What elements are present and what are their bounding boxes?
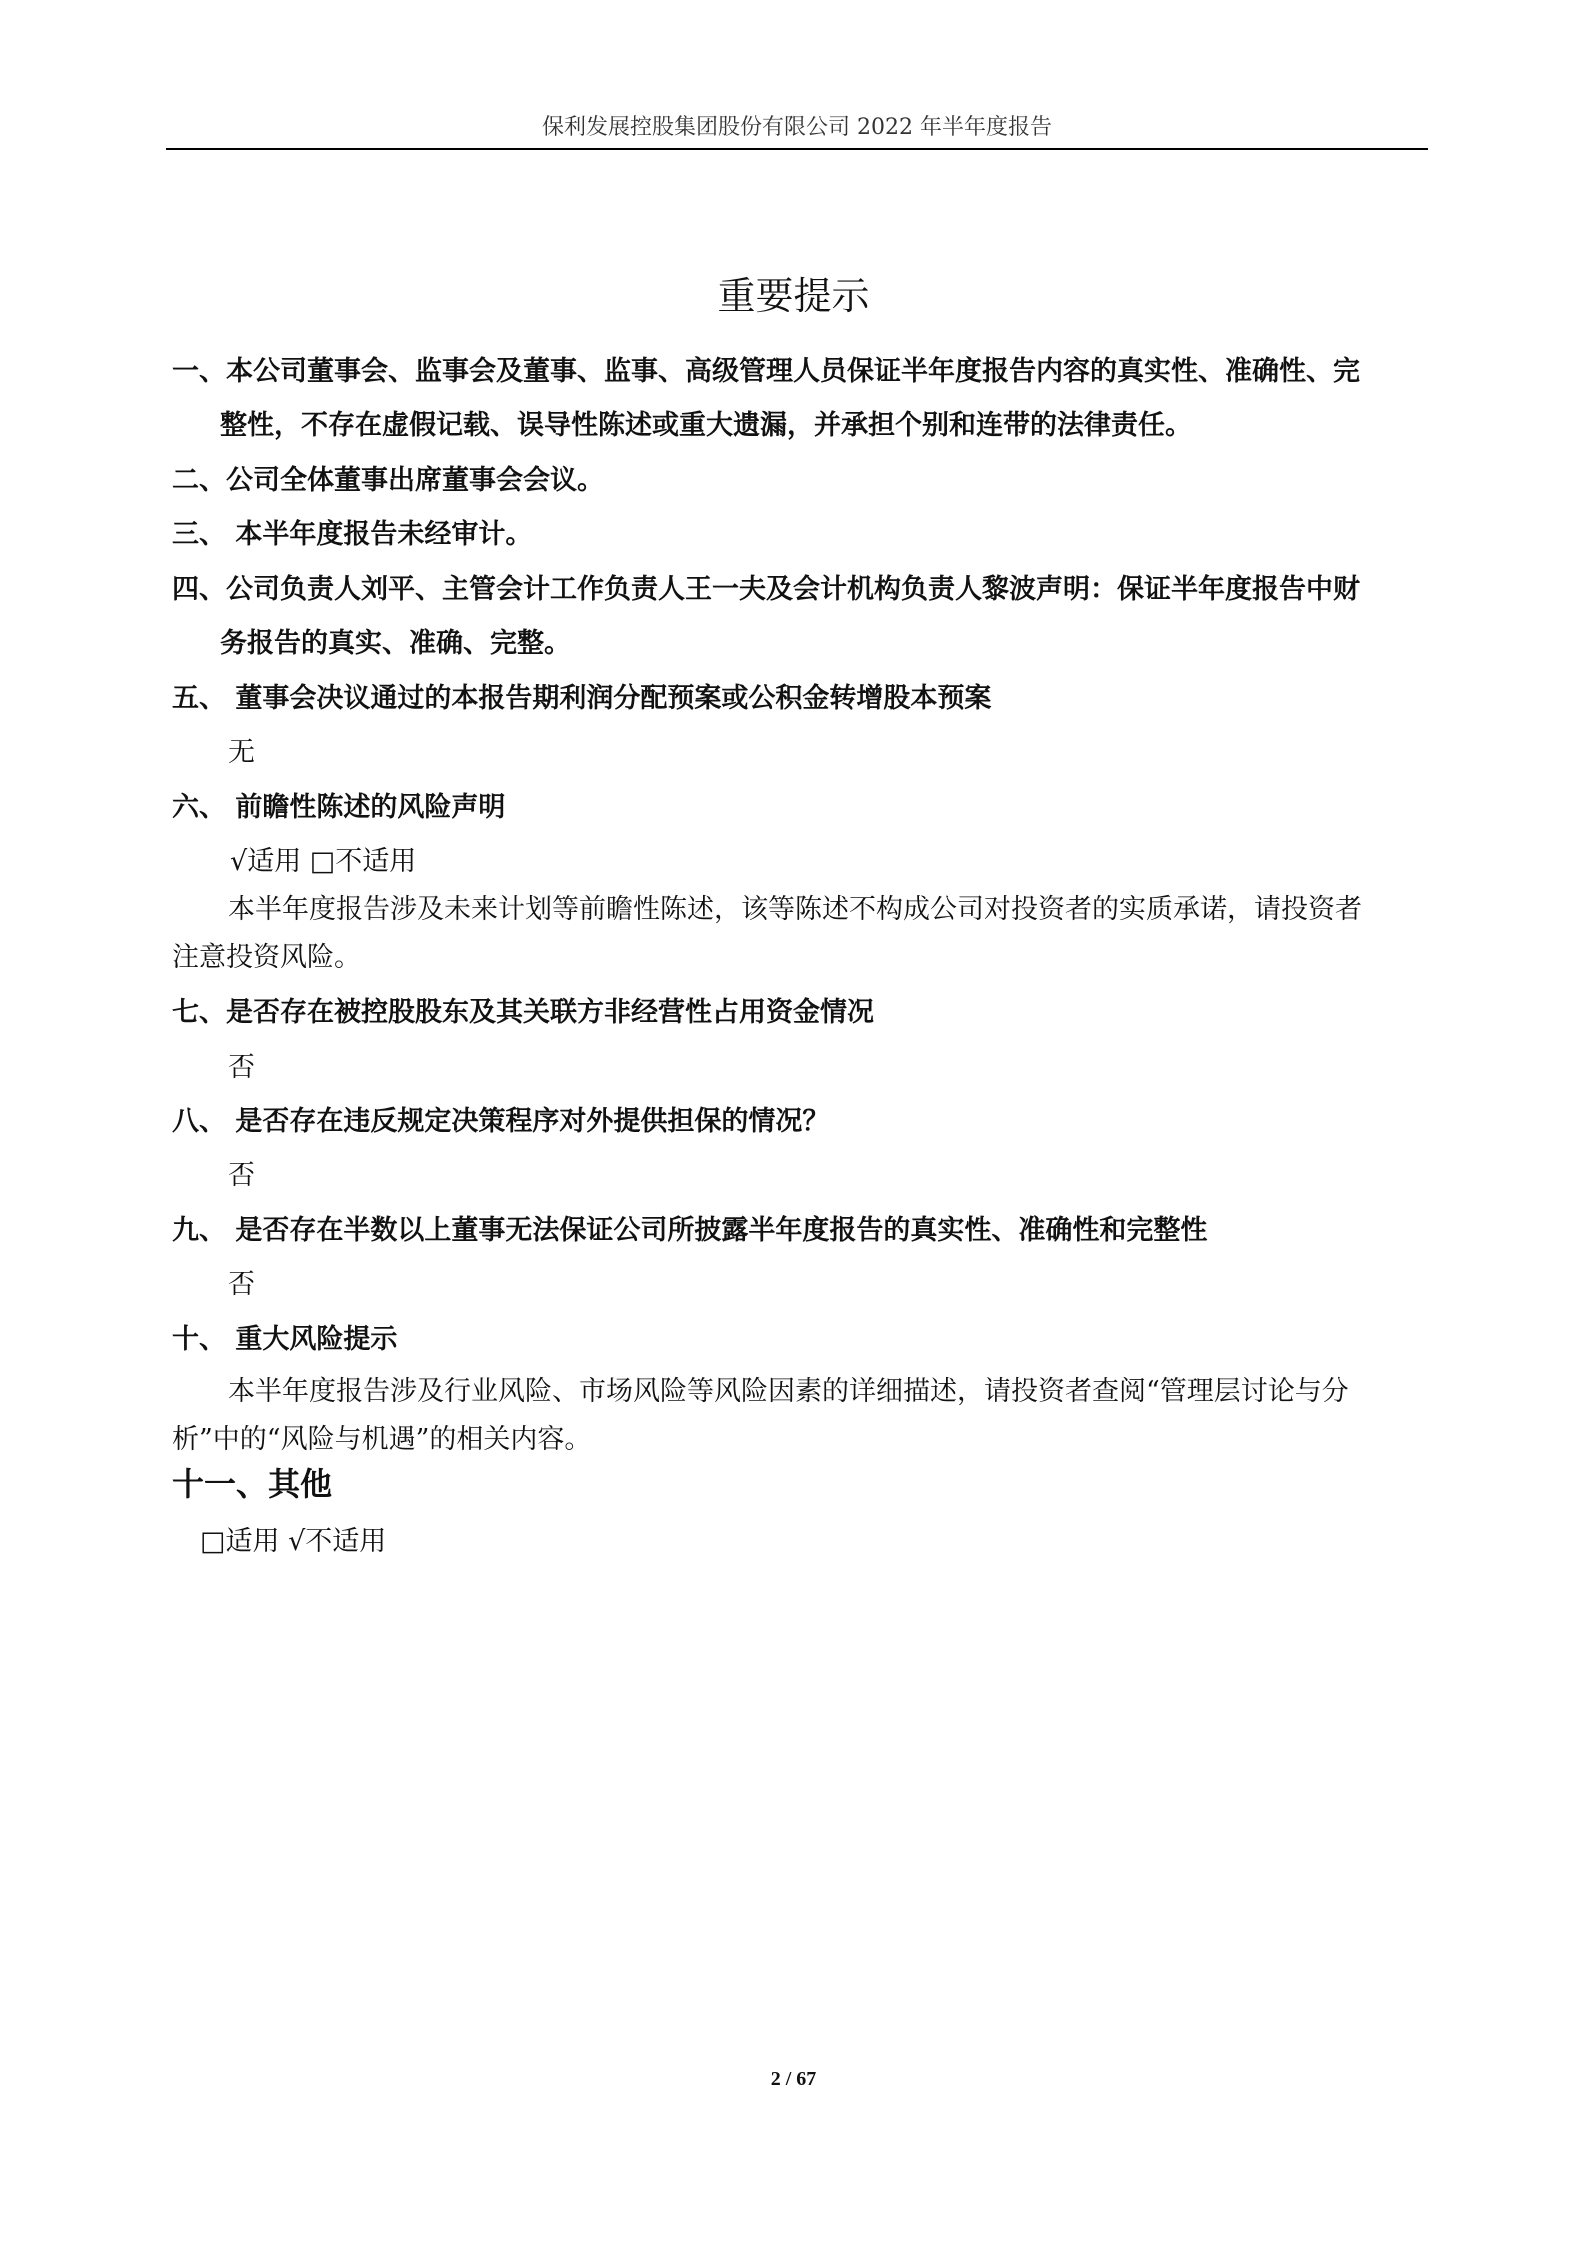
item-8-answer: 否	[228, 1160, 255, 1191]
page-number: 2 / 67	[770, 2068, 817, 2090]
item-3: 三、 本半年度报告未经审计。	[172, 519, 533, 550]
item-7: 七、是否存在被控股股东及其关联方非经营性占用资金情况	[172, 997, 874, 1028]
item-2: 二、公司全体董事出席董事会会议。	[172, 465, 604, 496]
page-title: 重要提示	[717, 274, 870, 318]
item-6: 六、 前瞻性陈述的风险声明	[172, 792, 506, 823]
item-10-text-line-2: 析”中的“风险与机遇”的相关内容。	[172, 1424, 592, 1455]
item-4-line-2: 务报告的真实、准确、完整。	[220, 628, 571, 659]
item-9: 九、 是否存在半数以上董事无法保证公司所披露半年度报告的真实性、准确性和完整性	[172, 1215, 1208, 1246]
item-5-answer: 无	[228, 737, 255, 768]
item-9-answer: 否	[228, 1269, 255, 1300]
item-10-text-line-1: 本半年度报告涉及行业风险、市场风险等风险因素的详细描述，请投资者查阅“管理层讨论与分	[228, 1376, 1349, 1407]
item-11: 十一、其他	[172, 1465, 333, 1503]
item-4-line-1: 四、公司负责人刘平、主管会计工作负责人王一夫及会计机构负责人黎波声明：保证半年度报告中财	[172, 574, 1360, 605]
item-6-options: √适用 □不适用	[230, 846, 417, 877]
item-10: 十、 重大风险提示	[172, 1324, 398, 1355]
page-header: 保利发展控股集团股份有限公司 2022 年半年度报告	[542, 115, 1052, 140]
item-6-text-line-2: 注意投资风险。	[172, 942, 361, 973]
item-6-text-line-1: 本半年度报告涉及未来计划等前瞻性陈述，该等陈述不构成公司对投资者的实质承诺，请投资者	[228, 894, 1362, 925]
item-1-line-2: 整性，不存在虚假记载、误导性陈述或重大遗漏，并承担个别和连带的法律责任。	[220, 410, 1192, 441]
item-1-line-1: 一、本公司董事会、监事会及董事、监事、高级管理人员保证半年度报告内容的真实性、准确性、完	[172, 356, 1360, 387]
item-11-options: □适用 √不适用	[200, 1526, 387, 1557]
item-5: 五、 董事会决议通过的本报告期利润分配预案或公积金转增股本预案	[172, 683, 992, 714]
header-divider	[166, 148, 1428, 150]
item-8: 八、 是否存在违反规定决策程序对外提供担保的情况？	[172, 1106, 830, 1137]
item-7-answer: 否	[228, 1052, 255, 1083]
